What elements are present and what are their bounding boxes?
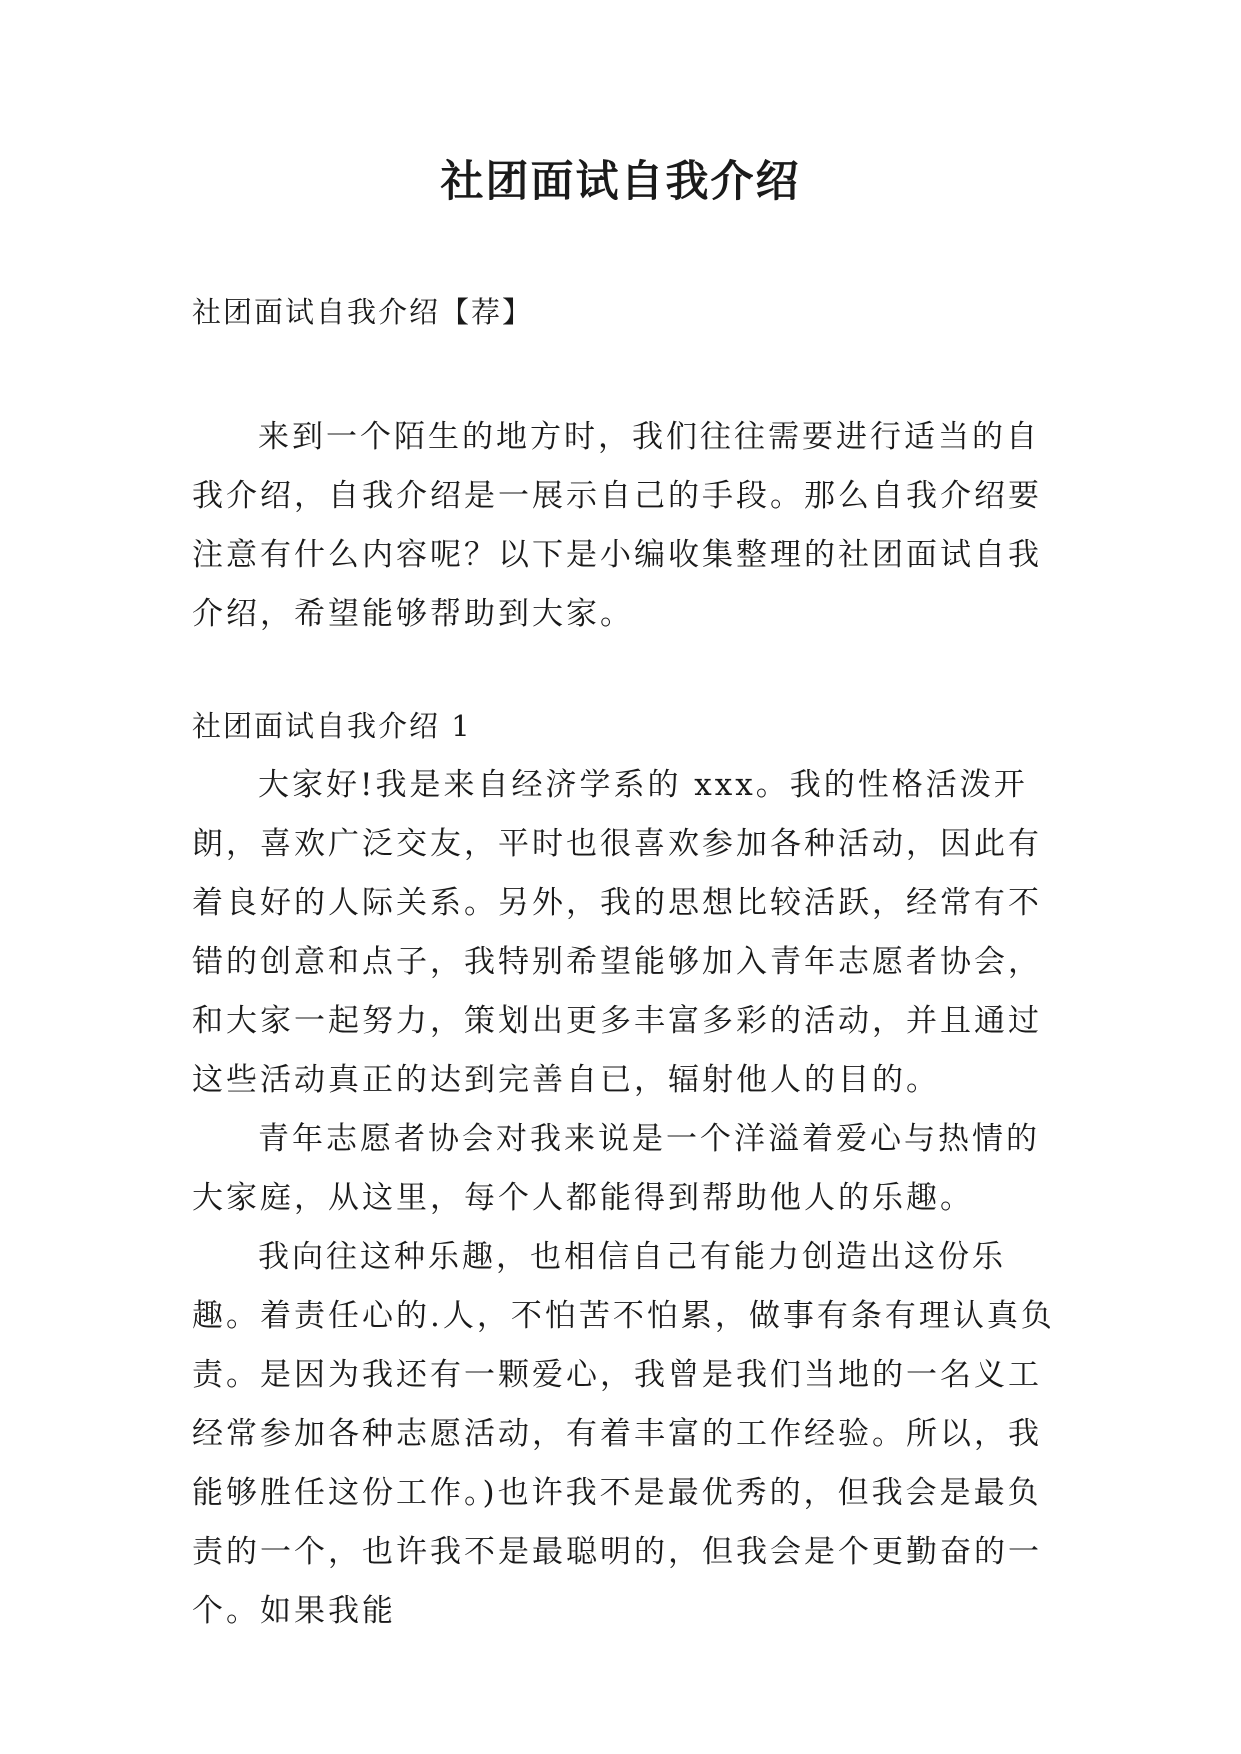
section-heading: 社团面试自我介绍 1 — [192, 709, 472, 743]
intro-paragraph: 来到一个陌生的地方时，我们往往需要进行适当的自我介绍，自我介绍是一展示自己的手段。那么自我介绍要注意有什么内容呢？以下是小编收集整理的社团面试自我介绍，希望能够帮助到大家。 — [192, 419, 1042, 632]
body-paragraph: 青年志愿者协会对我来说是一个洋溢着爱心与热情的大家庭，从这里，每个人都能得到帮助他人的乐趣。 — [192, 1121, 1040, 1216]
section-body — [192, 756, 1072, 1641]
document-subtitle: 社团面试自我介绍【荐】 — [192, 295, 534, 329]
document-title: 社团面试自我介绍 — [440, 157, 801, 207]
body-paragraph: 我向往这种乐趣，也相信自己有能力创造出这份乐趣。着责任心的.人，不怕苦不怕累，做事有条有理认真负责。是因为我还有一颗爱心，我曾是我们当地的一名义工经常参加各种志愿活动，有着丰富的工作经验。所以，我能够胜任这份工作。)也许我不是最优秀的，但我会是最负责的一个，也许我不是最聪明的，但我会是个更勤奋的一个。如果我能 — [192, 1239, 1055, 1629]
body-paragraph: 大家好!我是来自经济学系的 xxx。我的性格活泼开朗，喜欢广泛交友，平时也很喜欢参加各种活动，因此有着良好的人际关系。另外，我的思想比较活跃，经常有不错的创意和点子，我特别希望能够加入青年志愿者协会，和大家一起努力，策划出更多丰富多彩的活动，并且通过这些活动真正的达到完善自已，辐射他人的目的。 — [192, 767, 1042, 1098]
